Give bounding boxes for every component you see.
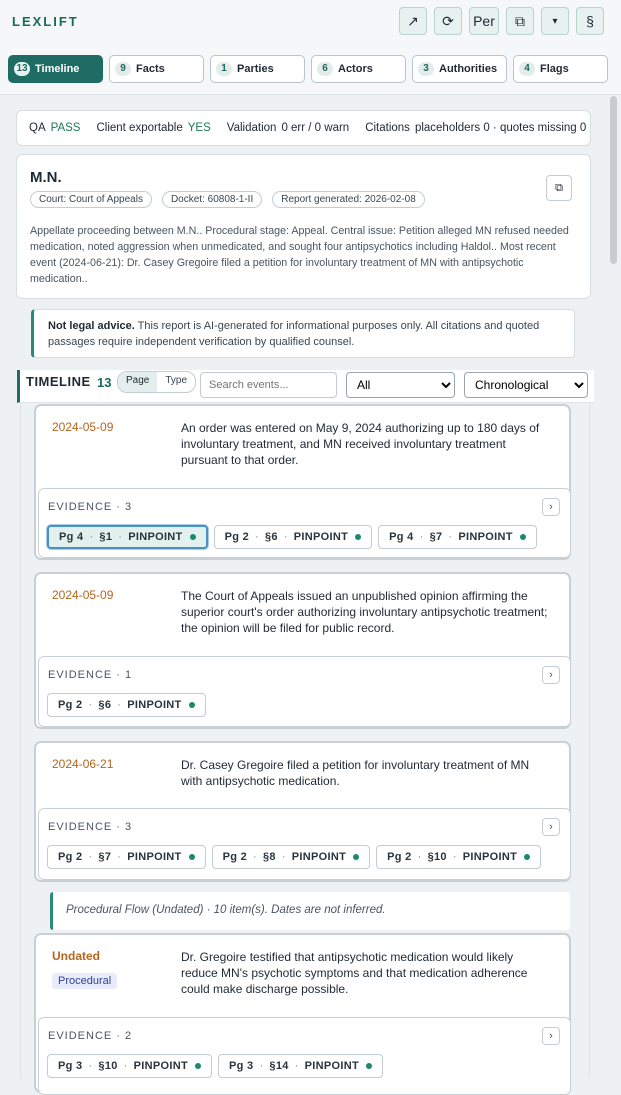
- citation-chip[interactable]: Pg 4 · §1 · PINPOINT: [47, 525, 208, 549]
- tab-label: Actors: [338, 63, 373, 75]
- toolbar: [399, 7, 604, 35]
- tab-count: 1: [216, 62, 232, 76]
- filter-select[interactable]: [346, 372, 455, 398]
- evidence-label: EVIDENCE · 2: [48, 1030, 133, 1042]
- status-dot-icon: [195, 1063, 201, 1069]
- timeline-event[interactable]: [34, 572, 571, 729]
- validation-value: 0 err / 0 warn: [281, 122, 350, 134]
- report-date-pill: Report generated: 2026-02-08: [272, 191, 425, 208]
- citation-chip[interactable]: Pg 3 · §10 · PINPOINT: [47, 1054, 212, 1078]
- chip-tag: PINPOINT: [293, 531, 349, 543]
- chip-section: §8: [262, 851, 276, 863]
- brand-logo: LEXLIFT: [12, 14, 79, 29]
- qa-label: QA: [29, 122, 46, 134]
- chip-section: §14: [269, 1060, 289, 1072]
- export-status: YES: [187, 122, 211, 134]
- chip-section: §6: [264, 531, 278, 543]
- citation-chip[interactable]: Pg 4 · §7 · PINPOINT: [378, 525, 537, 549]
- top-bar: [0, 0, 621, 44]
- tab-bar: [0, 44, 621, 95]
- citation-chip[interactable]: Pg 2 · §7 · PINPOINT: [47, 845, 206, 869]
- search-input[interactable]: [200, 372, 337, 398]
- tab-flags[interactable]: [513, 55, 608, 83]
- chevron-right-icon[interactable]: ›: [542, 666, 560, 684]
- status-dot-icon: [189, 702, 195, 708]
- view-page-button[interactable]: Page: [118, 372, 157, 392]
- status-dot-icon: [524, 854, 530, 860]
- status-dot-icon: [355, 534, 361, 540]
- export-label: Client exportable: [96, 122, 183, 134]
- event-text: Dr. Casey Gregoire filed a petition for involuntary treatment of MN with antipsychotic medication.: [181, 758, 530, 788]
- qa-status-bar: [16, 110, 591, 146]
- status-dot-icon: [190, 534, 196, 540]
- disclaimer-text: This report is AI-generated for informational purposes only. All citations and quoted passages require independent verification by qualified counsel.: [48, 320, 540, 348]
- chevron-right-icon[interactable]: ›: [542, 818, 560, 836]
- scrollbar[interactable]: [610, 96, 617, 264]
- tab-actors[interactable]: [311, 55, 406, 83]
- chip-section: §7: [98, 851, 112, 863]
- per-button[interactable]: Per: [469, 7, 499, 35]
- view-toggle: [117, 371, 196, 393]
- citation-chip[interactable]: Pg 2 · §6 · PINPOINT: [47, 693, 206, 717]
- event-date: 2024-05-09: [52, 588, 114, 602]
- chip-section: §6: [98, 699, 112, 711]
- event-text: The Court of Appeals issued an unpublished opinion affirming the superior court's order authorizing involuntary antipsychotic treatment; the opinion will be filed for public record.: [181, 589, 548, 635]
- chip-page: Pg 2: [58, 851, 83, 863]
- chip-page: Pg 4: [59, 531, 84, 543]
- evidence-label: EVIDENCE · 1: [48, 669, 133, 681]
- citation-chip[interactable]: Pg 3 · §14 · PINPOINT: [218, 1054, 383, 1078]
- chip-page: Pg 4: [389, 531, 414, 543]
- chevron-down-icon[interactable]: ▾: [541, 7, 569, 35]
- tab-label: Timeline: [35, 63, 80, 75]
- citations-value: placeholders 0 · quotes missing 0: [414, 122, 587, 134]
- citation-chip[interactable]: Pg 2 · §6 · PINPOINT: [214, 525, 373, 549]
- chip-section: §1: [99, 531, 113, 543]
- case-summary-card: [16, 154, 591, 299]
- tab-count: 3: [418, 62, 434, 76]
- chip-page: Pg 2: [58, 699, 83, 711]
- copy-icon[interactable]: ⧉: [546, 175, 572, 201]
- disclaimer-heading: Not legal advice.: [48, 320, 135, 332]
- evidence-panel: [38, 656, 571, 727]
- tab-count: 13: [14, 62, 30, 76]
- sort-select[interactable]: [464, 372, 588, 398]
- tab-label: Flags: [540, 63, 569, 75]
- tab-label: Facts: [136, 63, 165, 75]
- qa-status: PASS: [50, 122, 81, 134]
- case-title: M.N.: [30, 169, 62, 186]
- status-dot-icon: [353, 854, 359, 860]
- status-dot-icon: [520, 534, 526, 540]
- validation-label: Validation: [226, 122, 277, 134]
- tab-count: 6: [317, 62, 333, 76]
- chip-page: Pg 2: [387, 851, 412, 863]
- refresh-icon[interactable]: ⟳: [434, 7, 462, 35]
- view-type-button[interactable]: Type: [165, 375, 188, 386]
- chip-tag: PINPOINT: [458, 531, 513, 543]
- citation-chip[interactable]: Pg 2 · §10 · PINPOINT: [376, 845, 541, 869]
- tab-label: Authorities: [439, 63, 498, 75]
- chip-section: §10: [427, 851, 447, 863]
- chip-page: Pg 3: [58, 1060, 83, 1072]
- chip-tag: PINPOINT: [304, 1060, 359, 1072]
- copy-icon[interactable]: ⧉: [506, 7, 534, 35]
- citations-label: Citations: [365, 122, 410, 134]
- timeline-event[interactable]: [34, 741, 571, 882]
- chip-page: Pg 3: [229, 1060, 254, 1072]
- citation-chip[interactable]: Pg 2 · §8 · PINPOINT: [212, 845, 371, 869]
- evidence-panel: [38, 808, 571, 880]
- section-icon[interactable]: §: [576, 7, 604, 35]
- chip-tag: PINPOINT: [127, 699, 182, 711]
- evidence-label: EVIDENCE · 3: [48, 821, 133, 833]
- court-pill: Court: Court of Appeals: [30, 191, 152, 208]
- chip-tag: PINPOINT: [462, 851, 518, 863]
- chip-tag: PINPOINT: [128, 531, 183, 543]
- tab-label: Parties: [237, 63, 274, 75]
- docket-pill: Docket: 60808-1-II: [162, 191, 262, 208]
- tab-parties[interactable]: [210, 55, 305, 83]
- tab-timeline[interactable]: [8, 55, 103, 83]
- event-text: An order was entered on May 9, 2024 authorizing up to 180 days of involuntary treatment, and MN received involuntary treatment pursuant to that order.: [181, 421, 540, 467]
- timeline-event[interactable]: [34, 933, 571, 1093]
- case-summary-text: Appellate proceeding between M.N.. Procedural stage: Appeal. Central issue: Petition alleged MN refused needed medication, noted aggression when unmedicated, and sought four antipsychotics including Haldol.. Most recent event (2024-06-21): Dr. Casey Gregoire filed a petition for involuntary treatment of MN with antipsychotic medication..: [30, 225, 569, 285]
- chip-section: §10: [98, 1060, 118, 1072]
- event-date: 2024-05-09: [52, 420, 114, 434]
- tab-authorities[interactable]: [412, 55, 507, 83]
- chevron-right-icon[interactable]: ›: [542, 498, 560, 516]
- chip-section: §7: [429, 531, 443, 543]
- chip-page: Pg 2: [224, 531, 250, 543]
- timeline-header: [17, 370, 594, 403]
- expand-icon[interactable]: ↗: [399, 7, 427, 35]
- chevron-right-icon[interactable]: ›: [542, 1027, 560, 1045]
- timeline-event[interactable]: [34, 404, 571, 560]
- procedural-badge: Procedural: [52, 973, 117, 989]
- timeline-title: TIMELINE: [26, 374, 91, 389]
- tab-facts[interactable]: [109, 55, 204, 83]
- chip-tag: PINPOINT: [127, 851, 182, 863]
- legal-disclaimer: [31, 309, 575, 358]
- tab-count: 9: [115, 62, 131, 76]
- chip-page: Pg 2: [222, 851, 248, 863]
- event-text: Dr. Gregoire testified that antipsychotic medication would likely reduce MN's psychotic symptoms and that medication adherence could make discharge possible.: [181, 950, 528, 996]
- tab-count: 4: [519, 62, 535, 76]
- evidence-label: EVIDENCE · 3: [48, 501, 133, 513]
- event-date: 2024-06-21: [52, 757, 114, 771]
- procedural-flow-note: Procedural Flow (Undated) · 10 item(s). Dates are not inferred.: [50, 892, 570, 930]
- evidence-panel: [38, 1017, 571, 1095]
- chip-tag: PINPOINT: [291, 851, 347, 863]
- event-date: Undated: [52, 949, 100, 963]
- evidence-panel: [38, 488, 571, 558]
- chip-tag: PINPOINT: [133, 1060, 188, 1072]
- timeline-count: 13: [97, 375, 112, 390]
- status-dot-icon: [189, 854, 195, 860]
- status-dot-icon: [366, 1063, 372, 1069]
